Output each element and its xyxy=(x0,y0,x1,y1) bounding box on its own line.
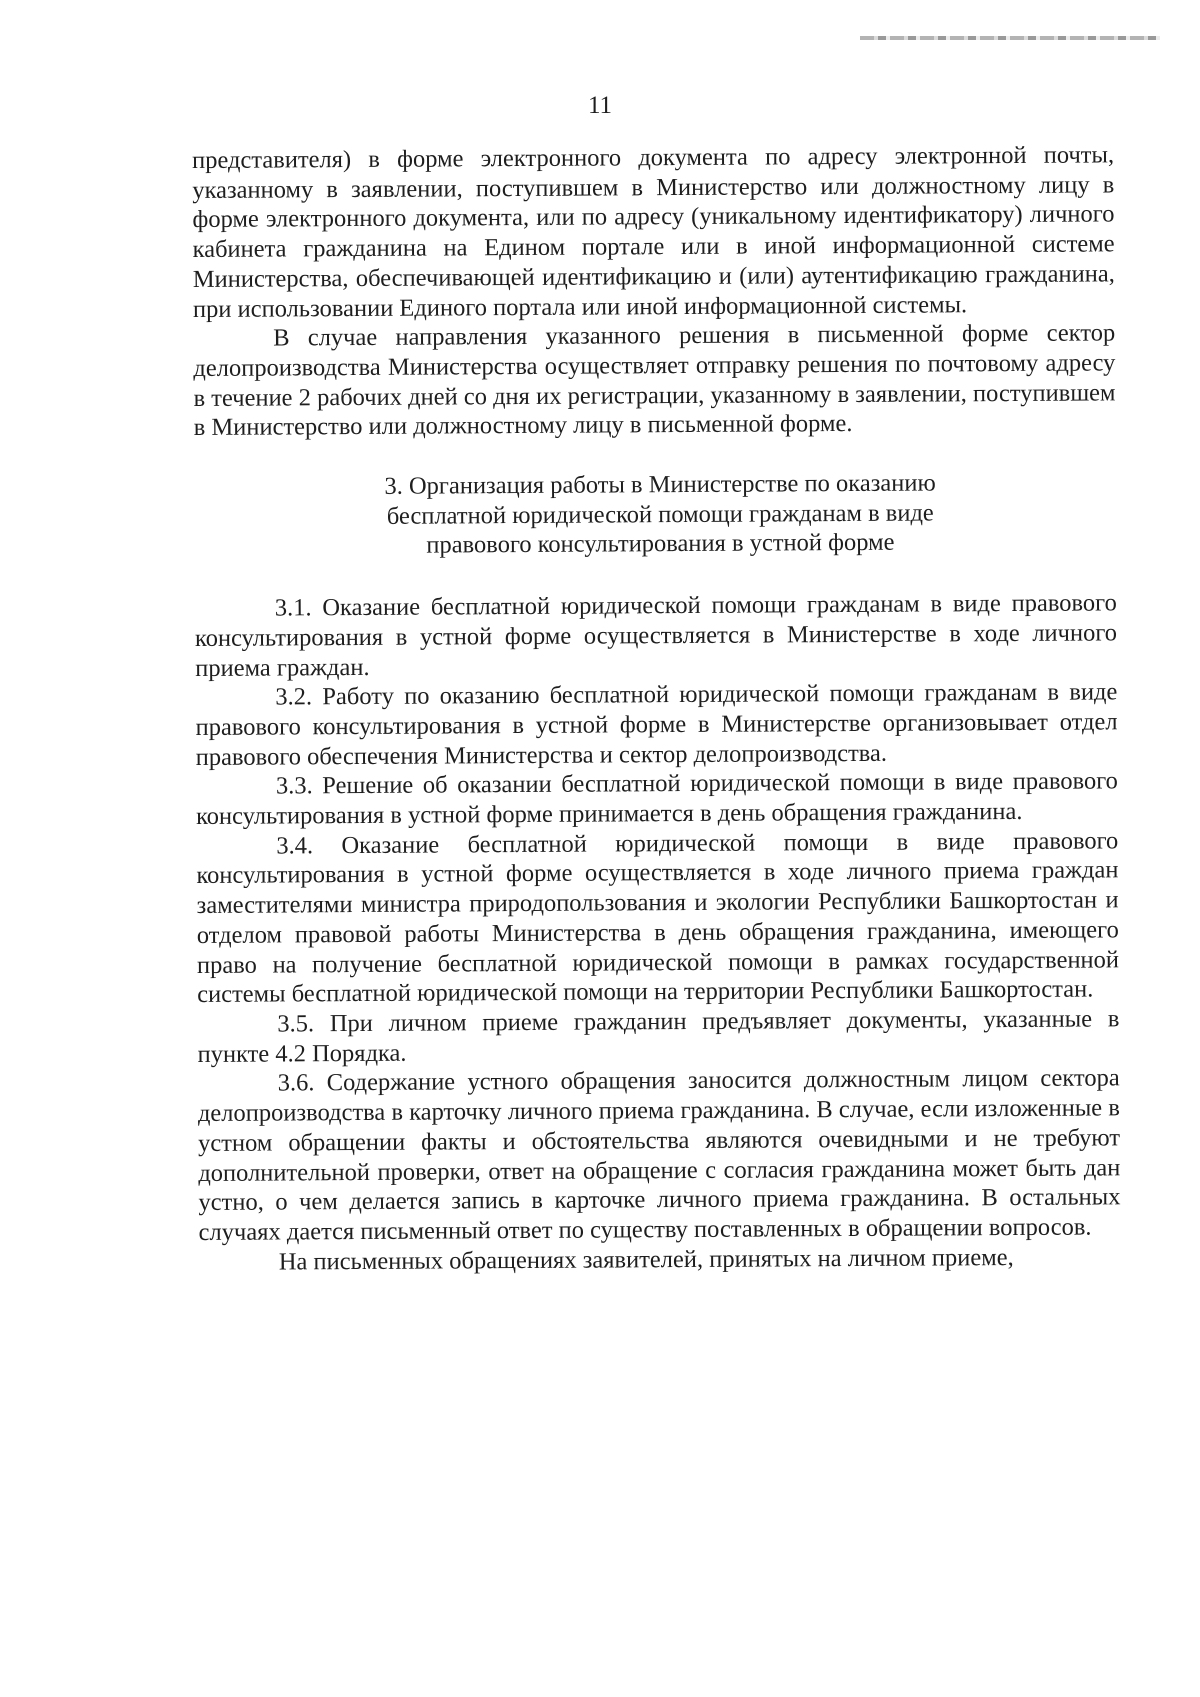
clause-3-1: 3.1. Оказание бесплатной юридической помощи гражданам в виде правового консультирования в устной форме осуществляется в Министерстве в ходе личного приема граждан. xyxy=(194,589,1118,682)
clause-3-2: 3.2. Работу по оказанию бесплатной юридической помощи гражданам в виде правового консультирования в устной форме в Министерстве организовывает отдел правового обеспечения Министерства и сектор делопроизводства. xyxy=(195,678,1118,771)
section-heading-line-1: 3. Организация работы в Министерстве по оказанию xyxy=(384,469,936,500)
clause-3-6: 3.6. Содержание устного обращения заносится должностным лицом сектора делопроизводства в карточку личного приема гражданина. В случае, если изложенные в устном обращении факты и обстоятельства являются очевидными и не требуют дополнительной проверки, ответ на обращение с согласия гражданина может быть дан устно, о чем делается запись в карточке личного приема гражданина. В остальных случаях дается письменный ответ по существу поставленных в обращении вопросов. xyxy=(197,1064,1121,1246)
page-number: 11 xyxy=(587,92,613,119)
scan-edge-artifact xyxy=(860,36,1160,40)
section-heading-line-2: бесплатной юридической помощи гражданам в виде xyxy=(386,499,934,530)
clause-3-3: 3.3. Решение об оказании бесплатной юридической помощи в виде правового консультирования в устной форме принимается в день обращения гражданина. xyxy=(196,767,1118,831)
section-heading-line-3: правового консультирования в устной форме xyxy=(426,529,895,560)
paragraph-written-form: В случае направления указанного решения в письменной форме сектор делопроизводства Министерства осуществляет отправку решения по почтовому адресу в течение 2 рабочих дней со дня их регистрации, указанному в заявлении, поступившем в Министерство или должностному лицу в письменной форме. xyxy=(193,319,1116,442)
paragraph-continuation: представителя) в форме электронного документа по адресу электронной почты, указанному в заявлении, поступившем в Министерство или должностному лицу в форме электронного документа, или по адресу (уникальному идентификатору) личного кабинета гражданина на Едином портале или в иной информационной системе Министерства, обеспечивающей идентификацию и (или) аутентификацию гражданина, при использовании Единого портала или иной информационной системы. xyxy=(192,141,1115,323)
clause-3-5: 3.5. При личном приеме гражданин предъявляет документы, указанные в пункте 4.2 Порядка. xyxy=(197,1005,1120,1068)
clause-3-4: 3.4. Оказание бесплатной юридической помощи в виде правового консультирования в устной форме осуществляется в ходе личного приема граждан заместителями министра природопользования и экологии Республики Башкортостан и отделом правовой работы Министерства в день обращения гражданина, имеющего право на получение бесплатной юридической помощи в рамках государственной системы бесплатной юридической помощи на территории Республики Башкортостан. xyxy=(196,827,1120,1009)
document-body xyxy=(192,140,1121,1277)
paragraph-written-appeals: На письменных обращениях заявителей, принятых на личном приеме, xyxy=(278,1243,1014,1276)
section-heading xyxy=(194,467,1117,562)
